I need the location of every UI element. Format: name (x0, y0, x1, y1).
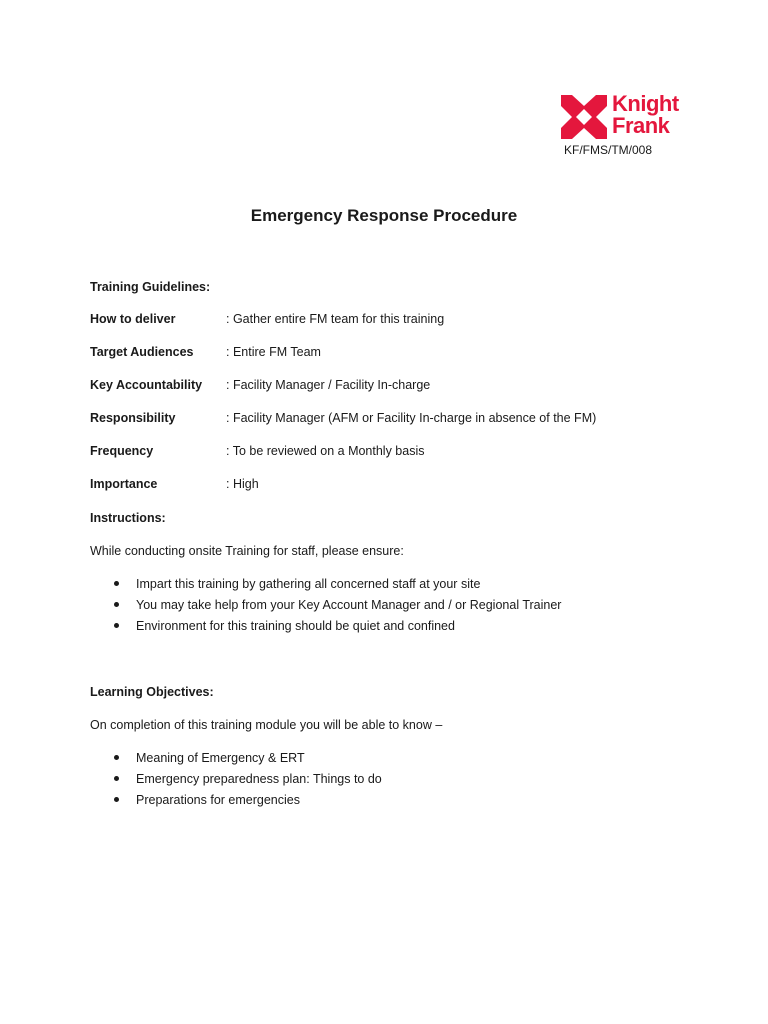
instructions-intro: While conducting onsite Training for staff, please ensure: (90, 544, 404, 558)
guidelines-heading: Training Guidelines: (90, 280, 211, 294)
bullet-icon (114, 797, 119, 802)
row-label-key-accountability: Key Accountability (90, 378, 203, 392)
logo-wordmark (612, 93, 679, 137)
list-item-text: Meaning of Emergency & ERT (136, 751, 305, 765)
objectives-list (112, 750, 382, 813)
row-value-responsibility: : Facility Manager (AFM or Facility In-charge in absence of the FM) (226, 411, 597, 425)
list-item (112, 771, 382, 792)
row-label-frequency: Frequency (90, 444, 154, 458)
logo-line-1: Knight (612, 91, 679, 116)
list-item-text: Environment for this training should be quiet and confined (136, 619, 455, 633)
list-item (112, 576, 561, 597)
document-code: KF/FMS/TM/008 (564, 143, 653, 157)
bullet-icon (114, 755, 119, 760)
bullet-icon (114, 602, 119, 607)
bullet-icon (114, 776, 119, 781)
objectives-heading: Learning Objectives: (90, 685, 214, 699)
list-item (112, 618, 561, 639)
list-item-text: Impart this training by gathering all concerned staff at your site (136, 577, 481, 591)
objectives-intro: On completion of this training module you will be able to know – (90, 718, 443, 732)
list-item (112, 597, 561, 618)
row-label-responsibility: Responsibility (90, 411, 176, 425)
row-value-key-accountability: : Facility Manager / Facility In-charge (226, 378, 431, 392)
row-value-frequency: : To be reviewed on a Monthly basis (226, 444, 425, 458)
row-value-importance: : High (226, 477, 259, 491)
logo-line-2: Frank (612, 113, 670, 138)
row-label-target-audiences: Target Audiences (90, 345, 194, 359)
row-label-importance: Importance (90, 477, 158, 491)
bullet-icon (114, 623, 119, 628)
bullet-icon (114, 581, 119, 586)
list-item-text: Emergency preparedness plan: Things to do (136, 772, 382, 786)
row-value-target-audiences: : Entire FM Team (226, 345, 321, 359)
row-value-how-to-deliver: : Gather entire FM team for this training (226, 312, 445, 326)
list-item (112, 750, 382, 771)
page-title: Emergency Response Procedure (250, 206, 518, 225)
instructions-list (112, 576, 561, 639)
list-item-text: Preparations for emergencies (136, 793, 300, 807)
list-item (112, 792, 382, 813)
instructions-heading: Instructions: (90, 511, 166, 525)
row-label-how-to-deliver: How to deliver (90, 312, 176, 326)
logo-mark-icon (561, 95, 609, 141)
list-item-text: You may take help from your Key Account Manager and / or Regional Trainer (136, 598, 562, 612)
